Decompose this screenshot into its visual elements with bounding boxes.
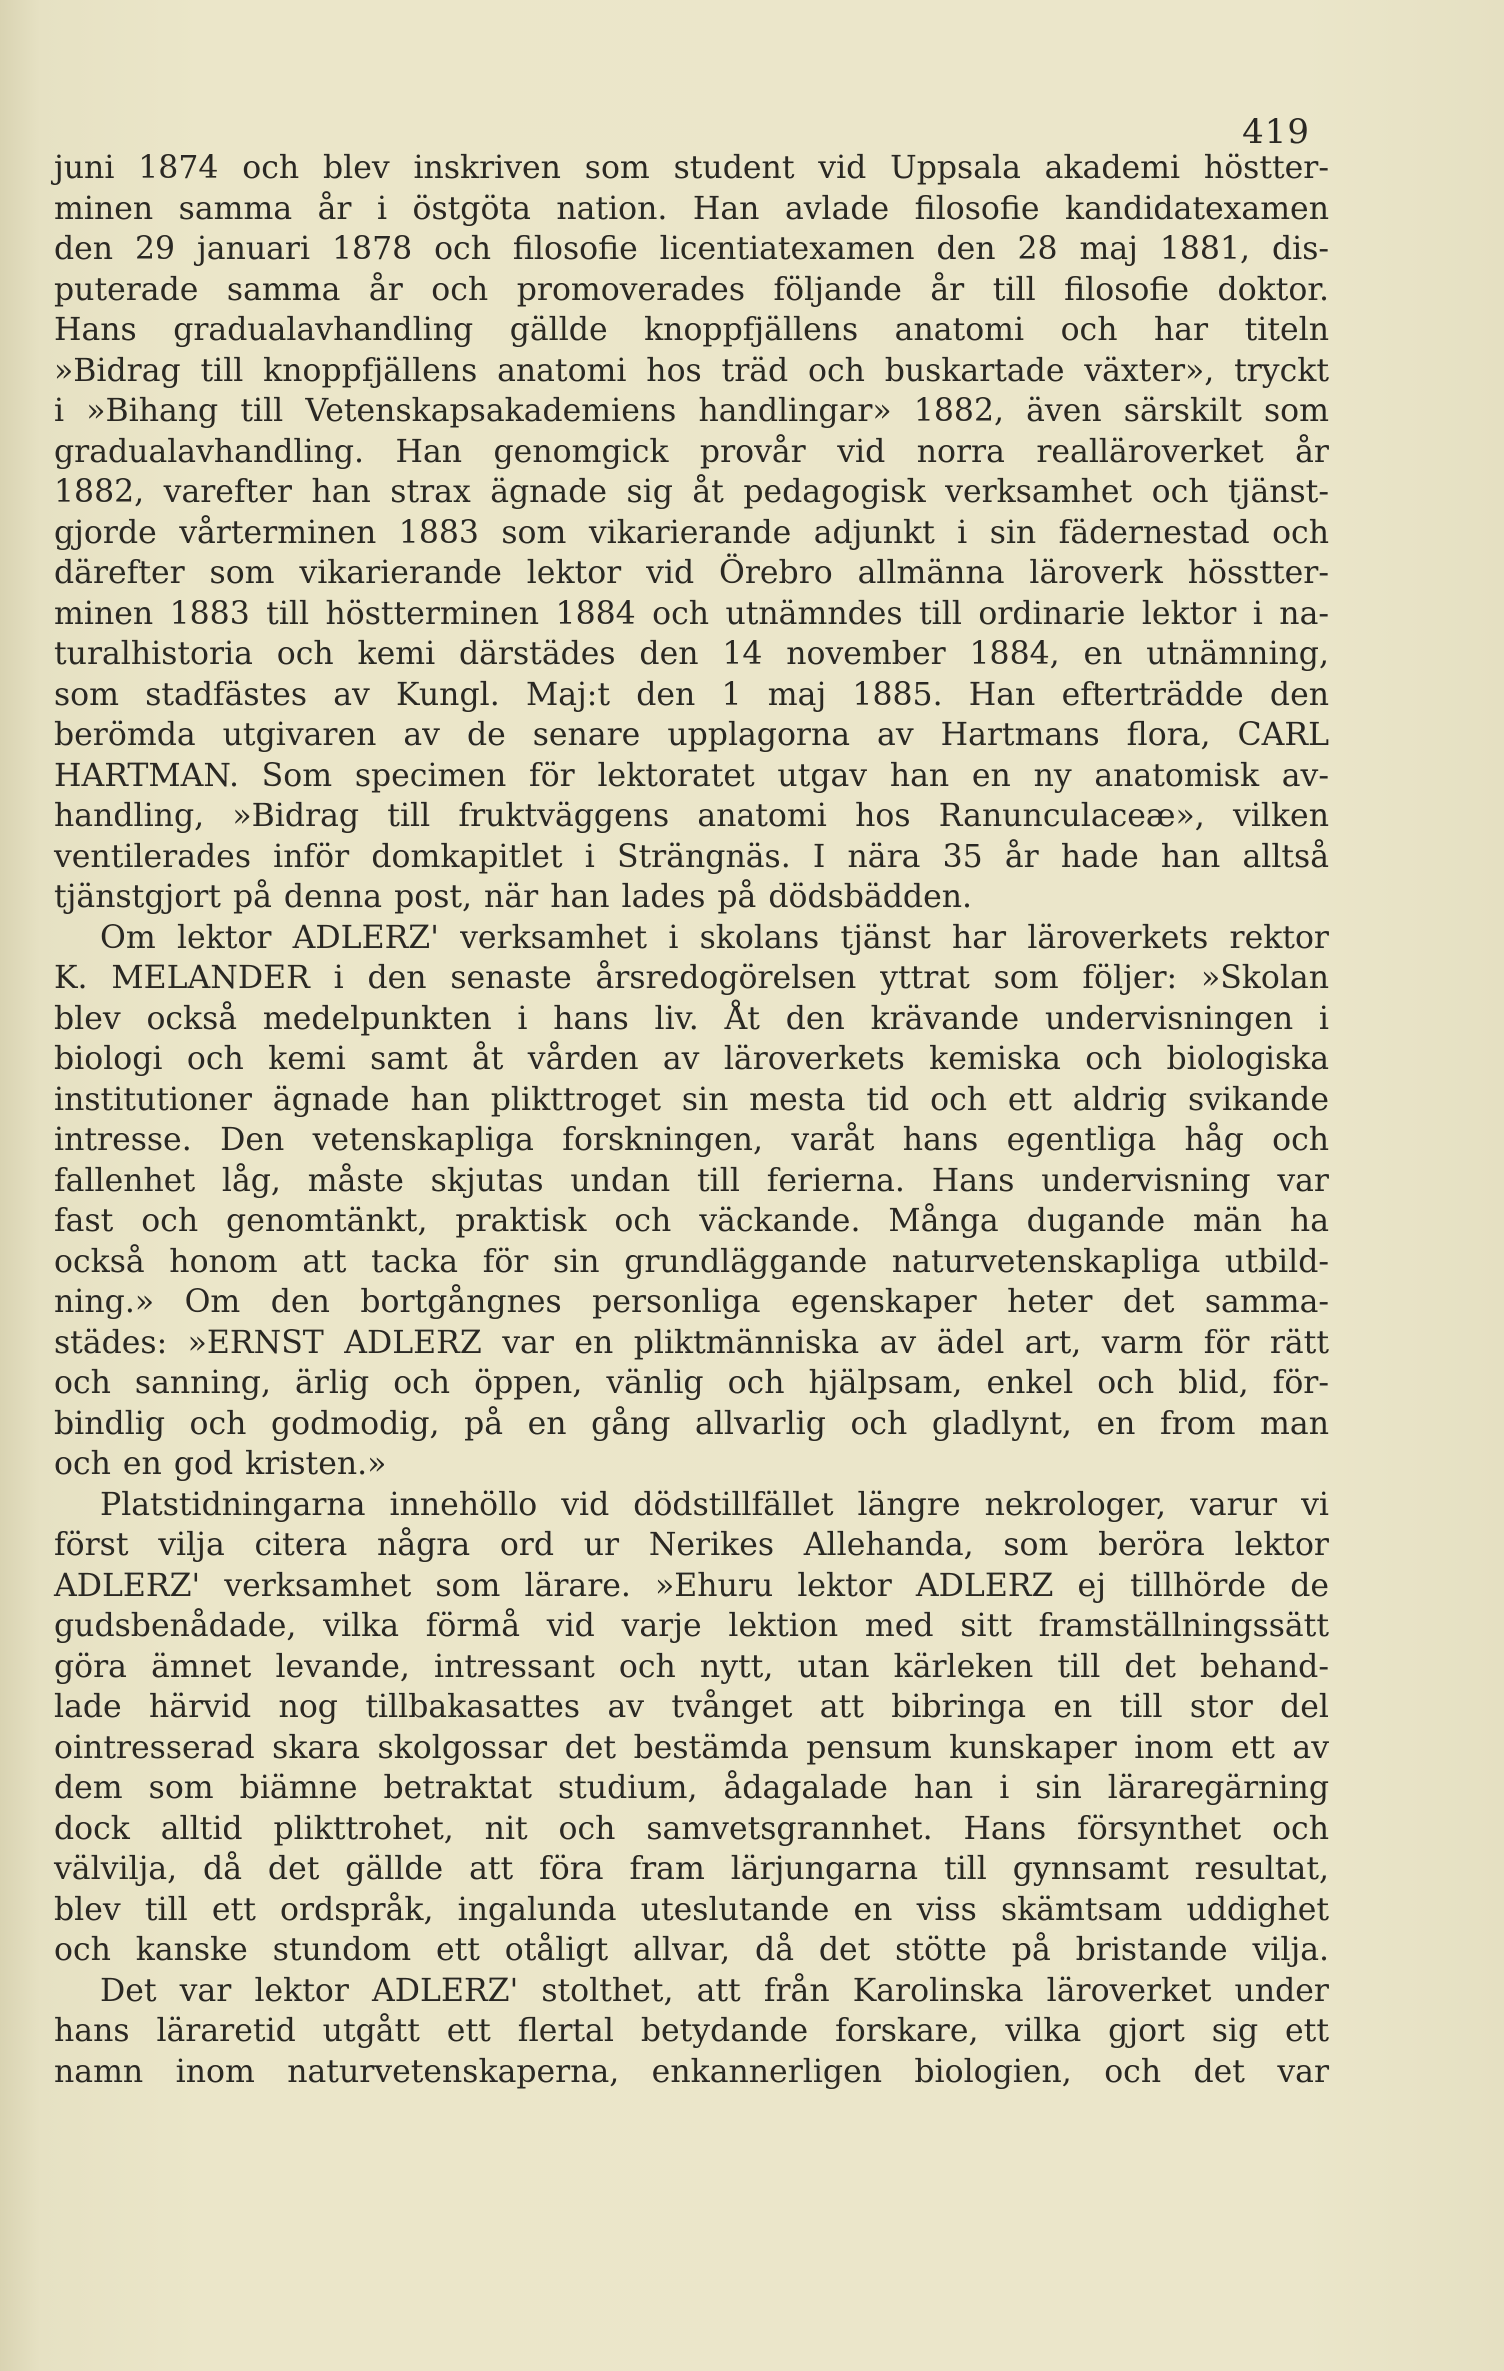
text-line: minen samma år i östgöta nation. Han avlade filosofie kandidatexamen	[54, 190, 1329, 227]
text-line: välvilja, då det gällde att föra fram lärjungarna till gynnsamt resultat,	[54, 1851, 1329, 1887]
text-line: handling, »Bidrag till fruktväggens anatomi hos Ranunculaceæ», vilken	[54, 798, 1329, 834]
text-line: därefter som vikarierande lektor vid Örebro allmänna läroverk hösstter-	[54, 555, 1329, 591]
text-line: namn inom naturvetenskaperna, enkannerligen biologien, och det var	[54, 2053, 1329, 2090]
text-line: ADLERZ' verksamhet som lärare. »Ehuru lektor ADLERZ ej tillhörde de	[54, 1567, 1329, 1604]
text-line: Hans gradualavhandling gällde knoppfjällens anatomi och har titeln	[54, 312, 1329, 348]
text-line: och en god kristen.»	[54, 1446, 387, 1482]
text-line: ointresserad skara skolgossar det bestämda pensum kunskaper inom ett av	[54, 1729, 1329, 1766]
text-line: intresse. Den vetenskapliga forskningen, varåt hans egentliga håg och	[54, 1122, 1329, 1158]
text-line: först vilja citera några ord ur Nerikes Allehanda, som beröra lektor	[54, 1527, 1329, 1563]
text-line: institutioner ägnade han plikttroget sin mesta tid och ett aldrig svikande	[54, 1081, 1329, 1118]
text-line: ventilerades inför domkapitlet i Strängnäs. I nära 35 år hade han alltså	[54, 838, 1329, 875]
text-line: 1882, varefter han strax ägnade sig åt pedagogisk verksamhet och tjänst-	[54, 474, 1329, 510]
text-line: Om lektor ADLERZ' verksamhet i skolans tjänst har läroverkets rektor	[100, 919, 1329, 956]
text-line: gradualavhandling. Han genomgick provår vid norra realläroverket år	[54, 433, 1329, 470]
text-line: berömda utgivaren av de senare upplagorna av Hartmans flora, CARL	[54, 717, 1329, 753]
text-line: också honom att tacka för sin grundläggande naturvetenskapliga utbild-	[54, 1243, 1329, 1280]
text-line: HARTMAN. Som specimen för lektoratet utgav han en ny anatomisk av-	[54, 757, 1329, 794]
text-line: blev också medelpunkten i hans liv. Åt den krävande undervisningen i	[54, 1000, 1329, 1037]
text-line: Platstidningarna innehöllo vid dödstillfället längre nekrologer, varur vi	[100, 1486, 1329, 1523]
text-line: minen 1883 till höstterminen 1884 och utnämndes till ordinarie lektor i na-	[54, 595, 1329, 632]
text-line: »Bidrag till knoppfjällens anatomi hos träd och buskartade växter», tryckt	[54, 352, 1329, 389]
text-line: fast och genomtänkt, praktisk och väckande. Många dugande män ha	[54, 1203, 1329, 1239]
text-line: gudsbenådade, vilka förmå vid varje lektion med sitt framställningssätt	[54, 1608, 1329, 1644]
text-line: Det var lektor ADLERZ' stolthet, att från Karolinska läroverket under	[100, 1972, 1329, 2009]
text-line: städes: »ERNST ADLERZ var en pliktmänniska av ädel art, varm för rätt	[54, 1324, 1329, 1361]
text-line: göra ämnet levande, intressant och nytt, utan kärleken till det behand-	[54, 1648, 1329, 1685]
body-text	[54, 148, 1329, 2092]
text-line: tjänstgjort på denna post, när han lades på dödsbädden.	[54, 879, 973, 915]
text-line: och sanning, ärlig och öppen, vänlig och hjälpsam, enkel och blid, för-	[54, 1365, 1329, 1401]
text-line: biologi och kemi samt åt vården av läroverkets kemiska och biologiska	[54, 1041, 1329, 1077]
text-line: i »Bihang till Vetenskapsakademiens handlingar» 1882, även särskilt som	[54, 393, 1329, 429]
text-line: gjorde vårterminen 1883 som vikarierande adjunkt i sin fädernestad och	[54, 514, 1329, 551]
text-line: lade härvid nog tillbakasattes av tvånget att bibringa en till stor del	[54, 1689, 1329, 1725]
text-line: dock alltid plikttrohet, nit och samvetsgrannhet. Hans försynthet och	[54, 1810, 1329, 1847]
text-line: och kanske stundom ett otåligt allvar, då det stötte på bristande vilja.	[54, 1932, 1329, 1968]
page-number: 419	[1242, 112, 1310, 152]
text-line: juni 1874 och blev inskriven som student vid Uppsala akademi höstter-	[54, 150, 1329, 186]
text-line: blev till ett ordspråk, ingalunda uteslutande en viss skämtsam uddighet	[54, 1891, 1329, 1928]
text-line: bindlig och godmodig, på en gång allvarlig och gladlynt, en from man	[54, 1405, 1329, 1442]
text-line: ning.» Om den bortgångnes personliga egenskaper heter det samma-	[54, 1284, 1329, 1320]
text-line: den 29 januari 1878 och filosofie licentiatexamen den 28 maj 1881, dis-	[54, 231, 1329, 267]
text-line: fallenhet låg, måste skjutas undan till ferierna. Hans undervisning var	[54, 1162, 1329, 1199]
text-line: hans läraretid utgått ett flertal betydande forskare, vilka gjort sig ett	[54, 2013, 1329, 2049]
text-line: som stadfästes av Kungl. Maj:t den 1 maj 1885. Han efterträdde den	[54, 676, 1329, 713]
text-line: puterade samma år och promoverades följande år till filosofie doktor.	[54, 271, 1329, 308]
text-line: turalhistoria och kemi därstädes den 14 november 1884, en utnämning,	[54, 636, 1329, 672]
text-line: K. MELANDER i den senaste årsredogörelsen yttrat som följer: »Skolan	[54, 960, 1329, 996]
text-line: dem som biämne betraktat studium, ådagalade han i sin läraregärning	[54, 1770, 1329, 1806]
